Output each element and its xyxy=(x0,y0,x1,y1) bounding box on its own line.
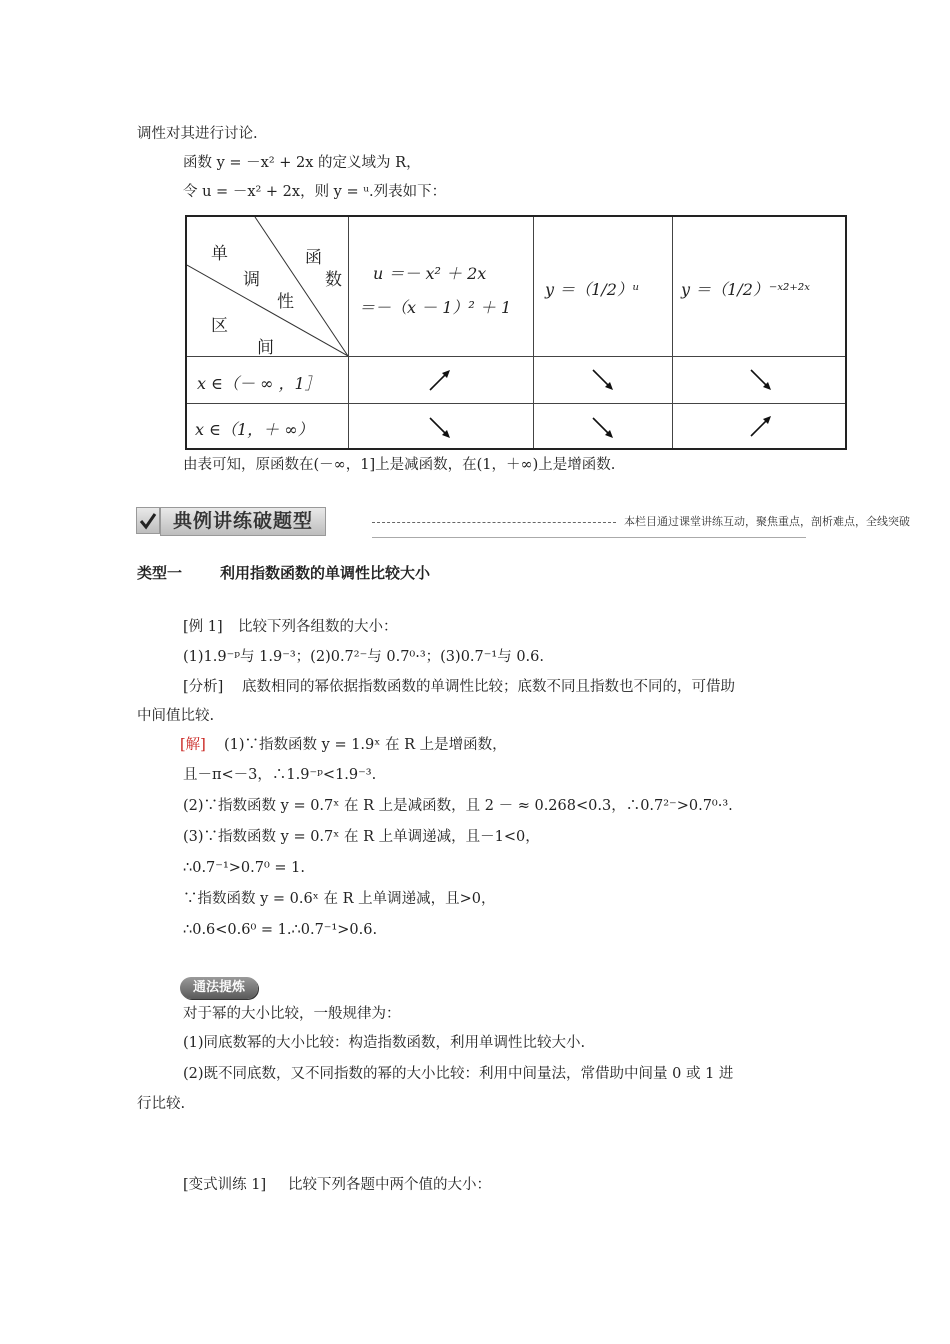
solution-label: [解] xyxy=(180,737,206,753)
variant-label: [变式训练 1] xyxy=(183,1177,267,1193)
header-char-jian: 间 xyxy=(257,338,274,358)
tips-intro: 对于幂的大小比较，一般规律为： xyxy=(183,1006,401,1022)
tips-item-2-line-1: (2)既不同底数，又不同指数的幂的大小比较：利用中间量法，常借助中间量 0 或 1 进 xyxy=(183,1066,734,1082)
header-char-diao: 调 xyxy=(243,270,260,290)
type-title: 利用指数函数的单调性比较大小 xyxy=(220,564,431,582)
decreasing-arrow-icon xyxy=(590,367,616,393)
header-char-shu: 数 xyxy=(325,270,342,290)
tips-item-2-line-2: 行比较. xyxy=(137,1096,186,1112)
intro-line-2: 函数 y = －x² + 2x 的定义域为 R， xyxy=(183,155,421,171)
example-question: 比较下列各组数的大小： xyxy=(238,619,398,635)
solution-step-6: ∵指数函数 y = 0.6ˣ 在 R 上单调递减，且>0， xyxy=(183,891,496,907)
decreasing-arrow-icon xyxy=(427,415,453,441)
solution-step-7: ∴0.6<0.6⁰ = 1.∴0.7⁻¹>0.6. xyxy=(183,922,378,938)
section-banner xyxy=(136,504,910,538)
solution-step-2: 且－π<－3，∴1.9⁻ᵖ<1.9⁻³. xyxy=(183,767,377,783)
example-parts: (1)1.9⁻ᵖ与 1.9⁻³；(2)0.7²⁻与 0.7⁰·³；(3)0.7⁻¹与 0.6. xyxy=(183,649,544,665)
intro-line-1: 调性对其进行讨论. xyxy=(137,126,258,142)
table-divider xyxy=(533,217,534,448)
header-formula-y-composite: y ＝（1/2）⁻ˣ²⁺²ˣ xyxy=(681,280,810,299)
banner-title: 典例讲练破题型 xyxy=(160,507,326,536)
row-label-interval-2: x ∈（1，＋ ∞） xyxy=(195,420,314,439)
banner-note: 本栏目通过课堂讲练互动，聚焦重点，剖析难点，全线突破 xyxy=(624,515,910,528)
method-summary-badge: 通法提炼 xyxy=(180,977,258,999)
header-formula-u-vertex: ＝－（x － 1）² ＋ 1 xyxy=(359,298,512,317)
analysis-line-1: 底数相同的幂依据指数函数的单调性比较；底数不同且指数也不同的，可借助 xyxy=(242,679,735,695)
banner-dashed-line xyxy=(372,522,616,523)
solution-step-1: (1)∵指数函数 y = 1.9ˣ 在 R 上是增函数， xyxy=(224,737,507,753)
row-label-interval-1: x ∈（－ ∞ ，1］ xyxy=(197,374,321,393)
table-divider xyxy=(187,403,845,404)
analysis-line-2: 中间值比较. xyxy=(137,708,215,724)
header-char-dan: 单 xyxy=(211,244,228,264)
solution-step-4: (3)∵指数函数 y = 0.7ˣ 在 R 上单调递减，且－1<0， xyxy=(183,829,540,845)
example-label: [例 1] xyxy=(183,619,223,635)
analysis-label: [分析] xyxy=(183,679,224,695)
table-divider xyxy=(348,217,349,448)
monotonicity-table xyxy=(185,215,847,450)
intro-line-3: 令 u = －x² + 2x，则 y = ᵘ.列表如下： xyxy=(183,184,447,200)
header-formula-u: u ＝－ x² ＋ 2x xyxy=(373,264,487,283)
header-char-han: 函 xyxy=(305,248,322,268)
decreasing-arrow-icon xyxy=(590,415,616,441)
increasing-arrow-icon xyxy=(748,413,774,439)
type-label: 类型一 xyxy=(137,564,183,582)
header-formula-y-of-u: y ＝（1/2）ᵘ xyxy=(545,280,640,299)
decreasing-arrow-icon xyxy=(748,367,774,393)
table-divider xyxy=(672,217,673,448)
header-char-xing: 性 xyxy=(277,292,294,312)
variant-text: 比较下列各题中两个值的大小： xyxy=(288,1177,491,1193)
banner-underline xyxy=(372,537,806,538)
tips-item-1: (1)同底数幂的大小比较：构造指数函数，利用单调性比较大小. xyxy=(183,1035,586,1051)
solution-step-3: (2)∵指数函数 y = 0.7ˣ 在 R 上是减函数，且 2 － ≈ 0.268<0.3，∴0.7²⁻>0.7⁰·³. xyxy=(183,798,733,814)
check-icon xyxy=(136,507,160,534)
increasing-arrow-icon xyxy=(427,367,453,393)
header-char-qu: 区 xyxy=(211,316,228,336)
table-divider xyxy=(187,356,845,357)
solution-step-5: ∴0.7⁻¹>0.7⁰ = 1. xyxy=(183,860,305,876)
conclusion-text: 由表可知，原函数在(－∞，1]上是减函数，在(1，＋∞)上是增函数. xyxy=(183,457,616,473)
